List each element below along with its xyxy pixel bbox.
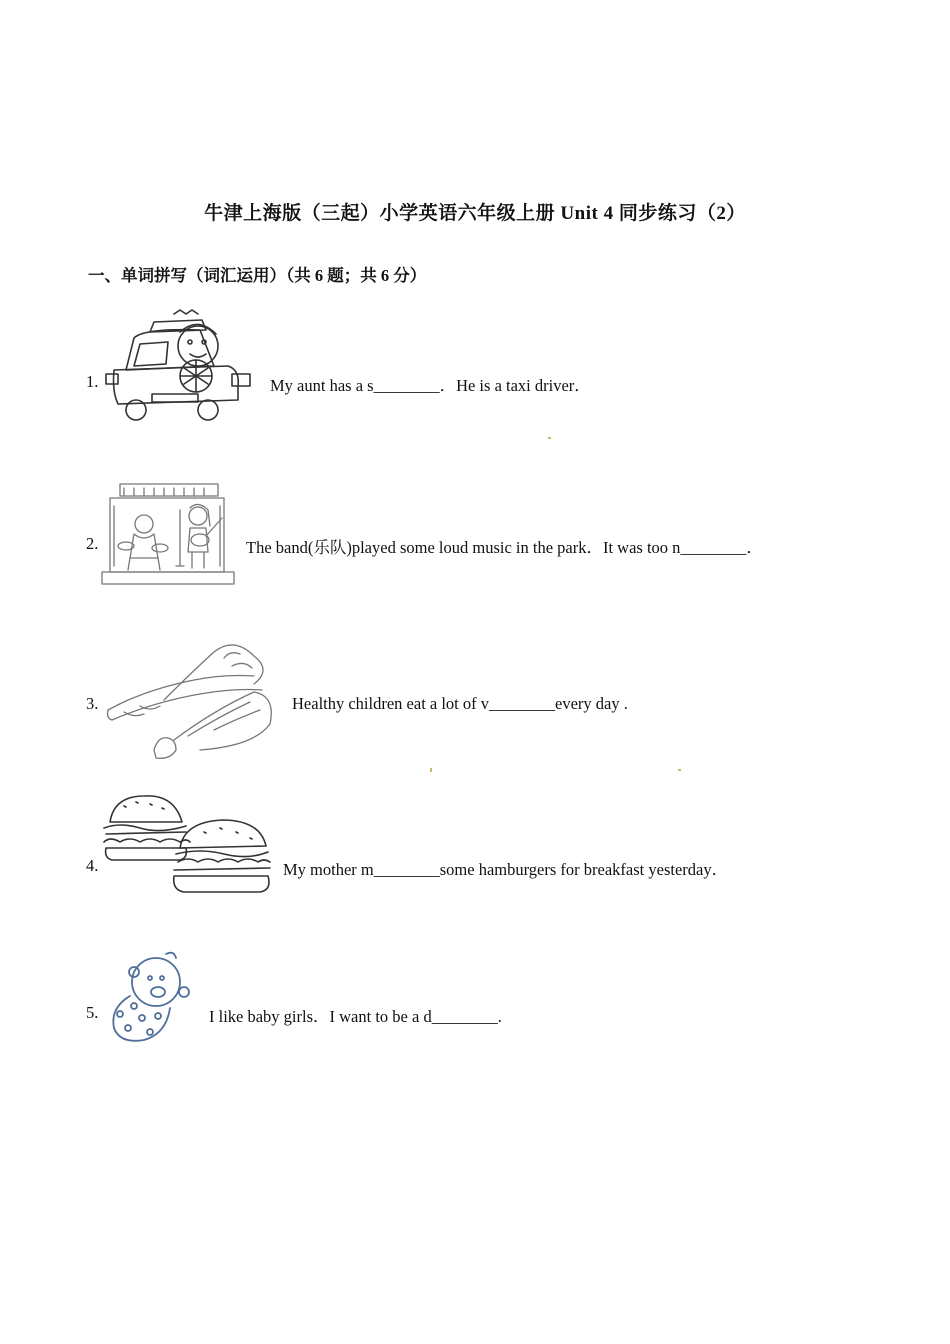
question-1-number: 1. bbox=[86, 372, 99, 391]
question-4-number: 4. bbox=[86, 856, 99, 875]
hamburgers-illustration bbox=[100, 792, 272, 898]
question-1-text: My aunt has a s________．He is a taxi driver． bbox=[270, 376, 591, 395]
vegetables-illustration bbox=[104, 640, 276, 764]
speck bbox=[430, 768, 432, 772]
speck bbox=[678, 769, 681, 771]
question-4-text: My mother m________some hamburgers for breakfast yesterday． bbox=[283, 860, 729, 879]
taxi-illustration bbox=[104, 308, 252, 424]
baby-illustration bbox=[104, 948, 196, 1044]
section-heading: 一、单词拼写（词汇运用）（共 6 题；共 6 分） bbox=[88, 266, 427, 285]
speck bbox=[548, 437, 551, 439]
page-title: 牛津上海版（三起）小学英语六年级上册 Unit 4 同步练习（2） bbox=[204, 203, 746, 224]
question-3-number: 3. bbox=[86, 694, 99, 713]
question-2-text: The band(乐队)played some loud music in the park．It was too n________． bbox=[246, 538, 763, 557]
question-3-text: Healthy children eat a lot of v________every day . bbox=[292, 694, 628, 713]
question-5-text: I like baby girls．I want to be a d________. bbox=[209, 1007, 502, 1026]
question-5-number: 5. bbox=[86, 1003, 99, 1022]
band-stage-illustration bbox=[100, 480, 238, 590]
question-2-number: 2. bbox=[86, 534, 99, 553]
